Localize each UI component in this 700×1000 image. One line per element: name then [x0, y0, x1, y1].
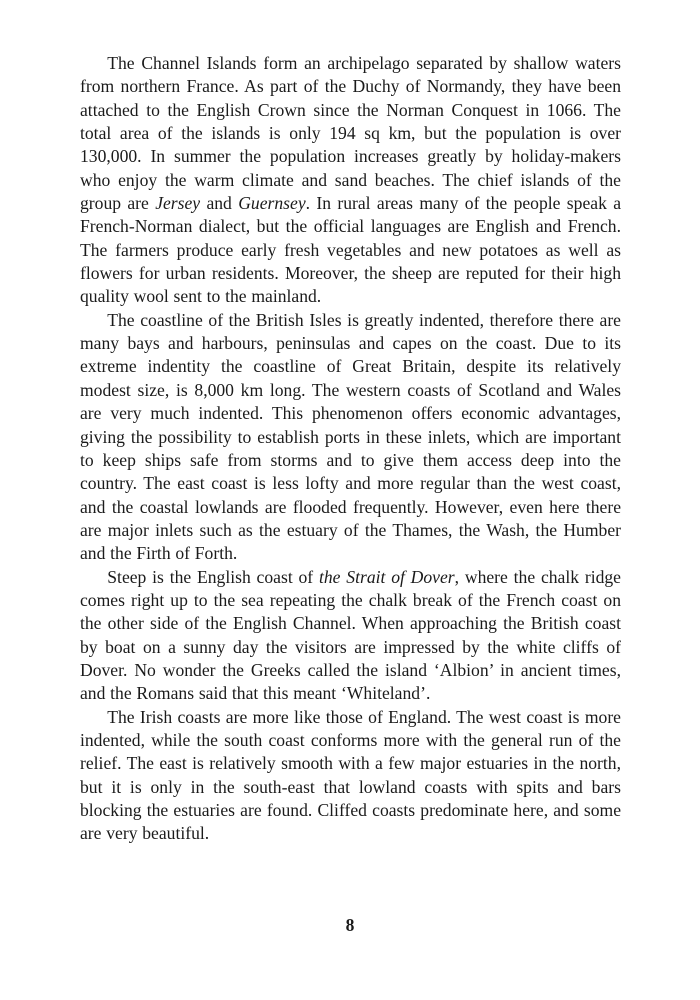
italic-run: the Strait of Dover [318, 566, 455, 587]
italic-run: Jersey [155, 193, 201, 214]
text-run: The Irish coasts are more like those of England. The west coast is more indented, while the south coast conforms more with the general run of the relief. The east is relatively smooth with a few major estuaries in the north, but it is only in the south-east that lowland coasts with spits and bars blocking the estuaries are found. Cliffed coasts predominate here, and some are very beautiful. [80, 706, 621, 844]
text-run: Steep is the English coast of [107, 566, 319, 587]
paragraph [80, 309, 621, 566]
page-number: 8 [345, 915, 355, 935]
page-text [80, 52, 621, 846]
paragraph [80, 52, 621, 309]
italic-run: Guernsey [238, 193, 306, 214]
text-run: and [200, 193, 239, 214]
text-run: , where the chalk ridge comes right up to the sea repeating the chalk break of the French coast on the other side of the English Channel. When approaching the British coast by boat on a sunny day the visitors are impressed by the white cliffs of Dover. No wonder the Greeks called the island ‘Albion’ in ancient times, and the Romans said that this meant ‘Whiteland’. [80, 566, 621, 704]
text-run: The coastline of the British Isles is greatly indented, therefore there are many bays and harbours, peninsulas and capes on the coast. Due to its extreme indentity the coastline of Great Britain, despite its relatively modest size, is 8,000 km long. The western coasts of Scotland and Wales are very much indented. This phenomenon offers economic advantages, giving the possibility to establish ports in these inlets, which are important to keep ships safe from storms and to give them access deep into the country. The east coast is less lofty and more regular than the west coast, and the coastal lowlands are flooded frequently. However, even here there are major inlets such as the estuary of the Thames, the Wash, the Humber and the Firth of Forth. [80, 309, 621, 564]
paragraph [80, 566, 621, 706]
text-run: The Channel Islands form an archipelago separated by shallow waters from northern France. As part of the Duchy of Normandy, they have been attached to the English Crown since the Norman Conquest in 1066. The total area of the islands is only 194 sq km, but the population is over 130,000. In summer the population increases greatly by holiday-makers who enjoy the warm climate and sand beaches. The chief islands of the group are [80, 53, 621, 214]
text-run: . In rural areas many of the people speak a French-Norman dialect, but the official languages are English and French. The farmers produce early fresh vegetables and new potatoes as well as flowers for urban residents. Moreover, the sheep are reputed for their high quality wool sent to the mainland. [80, 193, 622, 307]
paragraph [80, 706, 621, 846]
